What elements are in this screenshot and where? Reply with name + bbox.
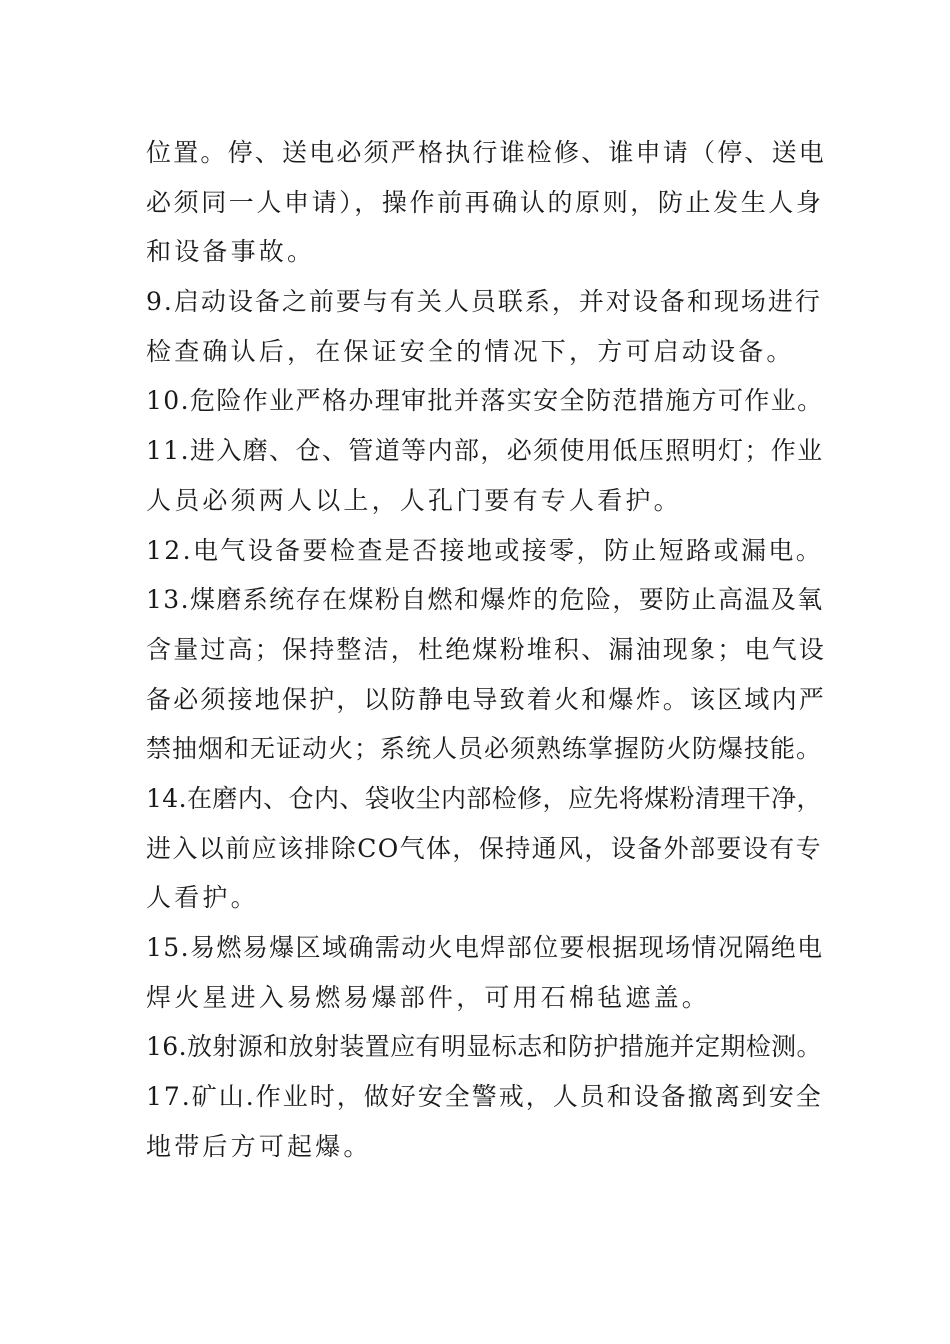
item-16-line: 16.放射源和放射装置应有明显标志和防护措施并定期检测。	[146, 1032, 822, 1062]
item-10-line: 10.危险作业严格办理审批并落实安全防范措施方可作业。	[146, 386, 824, 416]
item-9-line: 检查确认后，在保证安全的情况下，方可启动设备。	[146, 336, 795, 366]
text-line: 和设备事故。	[146, 237, 316, 267]
item-17-line: 17.矿山.作业时，做好安全警戒，人员和设备撤离到安全	[146, 1082, 823, 1112]
item-13-line: 禁抽烟和无证动火；系统人员必须熟练掌握防火防爆技能。	[146, 734, 823, 764]
document-body	[146, 128, 826, 1171]
item-15-line: 焊火星进入易燃易爆部件，可用石棉毡遮盖。	[146, 982, 711, 1012]
item-13-line: 备必须接地保护，以防静电导致着火和爆炸。该区域内严	[146, 684, 827, 714]
item-14-line: 人看护。	[146, 883, 259, 913]
item-17-line: 地带后方可起爆。	[146, 1131, 372, 1161]
item-11-line: 11.进入磨、仓、管道等内部，必须使用低压照明灯；作业	[146, 436, 824, 466]
item-14-line: 14.在磨内、仓内、袋收尘内部检修，应先将煤粉清理干净，	[146, 783, 822, 813]
item-12-line: 12.电气设备要检查是否接地或接零，防止短路或漏电。	[146, 535, 824, 565]
item-9-line: 9.启动设备之前要与有关人员联系，并对设备和现场进行	[146, 287, 822, 317]
item-14-line: 进入以前应该排除CO气体，保持通风，设备外部要设有专	[146, 833, 823, 863]
item-13-line: 含量过高；保持整洁，杜绝煤粉堆积、漏油现象；电气设	[146, 634, 827, 664]
item-13-line: 13.煤磨系统存在煤粉自燃和爆炸的危险，要防止高温及氧	[146, 585, 824, 615]
item-15-line: 15.易燃易爆区域确需动火电焊部位要根据现场情况隔绝电	[146, 933, 824, 962]
item-11-line: 人员必须两人以上，人孔门要有专人看护。	[146, 485, 682, 515]
text-line: 必须同一人申请），操作前再确认的原则，防止发生人身	[146, 187, 824, 217]
text-line: 位置。停、送电必须严格执行谁检修、谁申请（停、送电	[146, 138, 827, 167]
